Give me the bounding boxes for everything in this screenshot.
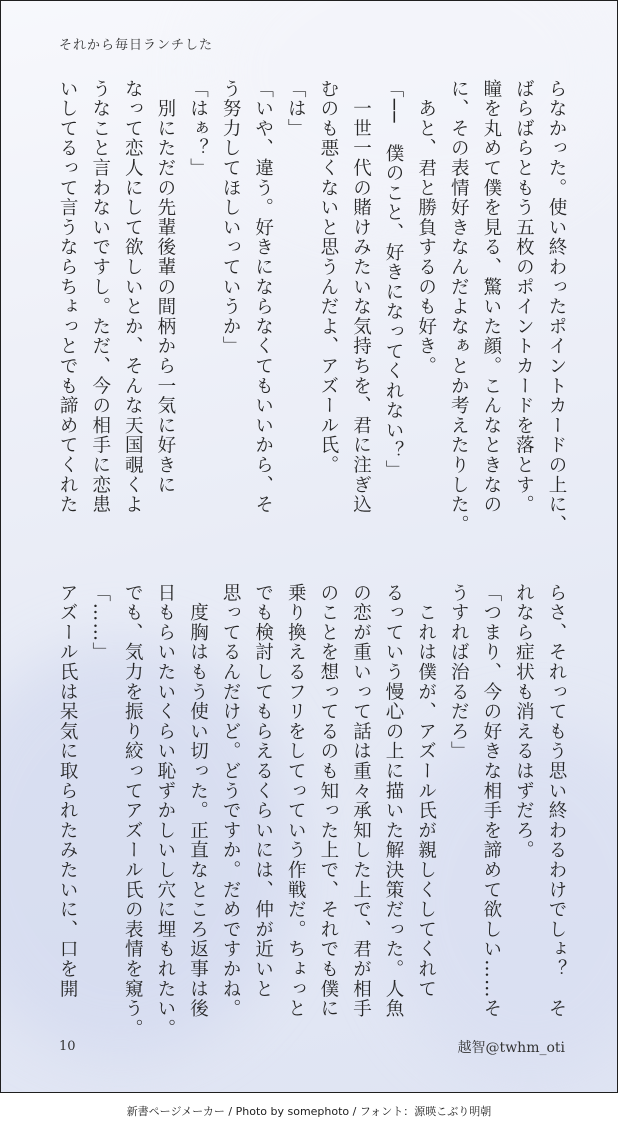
text-column: 「はぁ？」 bbox=[187, 79, 209, 178]
text-column: に、その表情好きなんだよなぁとか考えたりした。 bbox=[448, 79, 470, 535]
text-column: でも、気力を振り絞ってアズール氏の表情を窺う。 bbox=[122, 583, 144, 1039]
text-column: 日もらいたいくらい恥ずかしいし穴に埋もれたい。 bbox=[154, 583, 176, 1039]
text-column: らなかった。使い終わったポイントカードの上に、 bbox=[546, 79, 567, 535]
page-number: 10 bbox=[59, 1039, 76, 1054]
text-column: 「いや、違う。好きにならなくてもいいから、そ bbox=[252, 79, 274, 515]
text-column: 「は」 bbox=[285, 79, 307, 139]
text-column: 瞳を丸めて僕を見る、驚いた顔。こんなときなの bbox=[480, 79, 502, 515]
text-column: 別にただの先輩後輩の間柄から一気に好きに bbox=[154, 79, 176, 495]
text-column: ばらばらともう五枚のポイントカードを落とす。 bbox=[513, 79, 535, 515]
text-column: うなこと言わないですし。ただ、今の相手に恋患 bbox=[89, 79, 111, 515]
text-column: でも検討してもらえるくらいには、仲が近いと bbox=[252, 583, 274, 999]
body-text-lower bbox=[51, 583, 573, 1039]
text-column: らさ、それってもう思い終わるわけでしょ？ そ bbox=[546, 583, 567, 1019]
body-text-upper bbox=[51, 79, 573, 539]
text-column: のことを想ってるのも知った上で、それでも僕に bbox=[317, 583, 339, 1019]
text-column: 「……」 bbox=[89, 583, 111, 663]
text-column: 「つまり、今の好きな相手を諦めて欲しい……そ bbox=[480, 583, 502, 1019]
text-column: の恋が重いって話は重々承知した上で、君が相手 bbox=[350, 583, 372, 1019]
text-column: なって恋人にして欲しいとか、そんな天国覗くよ bbox=[122, 79, 144, 515]
text-column: れなら症状も消えるはずだろ。 bbox=[513, 583, 535, 861]
text-column: るっていう慢心の上に描いた解決策だった。人魚 bbox=[383, 583, 405, 1019]
text-column: いしてるって言うならちょっとでも諦めてくれた bbox=[57, 79, 79, 515]
running-head: それから毎日ランチした bbox=[59, 38, 214, 53]
text-column: あと、君と勝負するのも好き。 bbox=[415, 79, 437, 376]
text-column: アズール氏は呆気に取られたみたいに、口を開 bbox=[57, 583, 79, 999]
text-column: 一世一代の賭けみたいな気持ちを、君に注ぎ込 bbox=[350, 79, 372, 515]
text-column: うすれば治るだろ」 bbox=[448, 583, 470, 762]
text-column: むのも悪くないと思うんだよ、アズール氏。 bbox=[317, 79, 339, 475]
text-column: 思ってるんだけど。どうですか。だめですかね。 bbox=[220, 583, 242, 1019]
text-column: 度胸はもう使い切った。正直なところ返事は後 bbox=[187, 583, 209, 1019]
text-column: これは僕が、アズール氏が親しくしてくれて bbox=[415, 583, 437, 999]
text-column: 乗り換えるフリをしてっていう作戦だ。ちょっと bbox=[285, 583, 307, 1019]
text-column: 「── 僕のこと、好きになってくれない？」 bbox=[383, 79, 405, 481]
generator-credit: 新書ページメーカー / Photo by somephoto / フォント：源暎こぶり明朝 bbox=[126, 1105, 492, 1118]
text-column: う努力してほしいっていうか」 bbox=[220, 79, 242, 357]
author-credit: 越智@twhm_oti bbox=[457, 1040, 565, 1056]
